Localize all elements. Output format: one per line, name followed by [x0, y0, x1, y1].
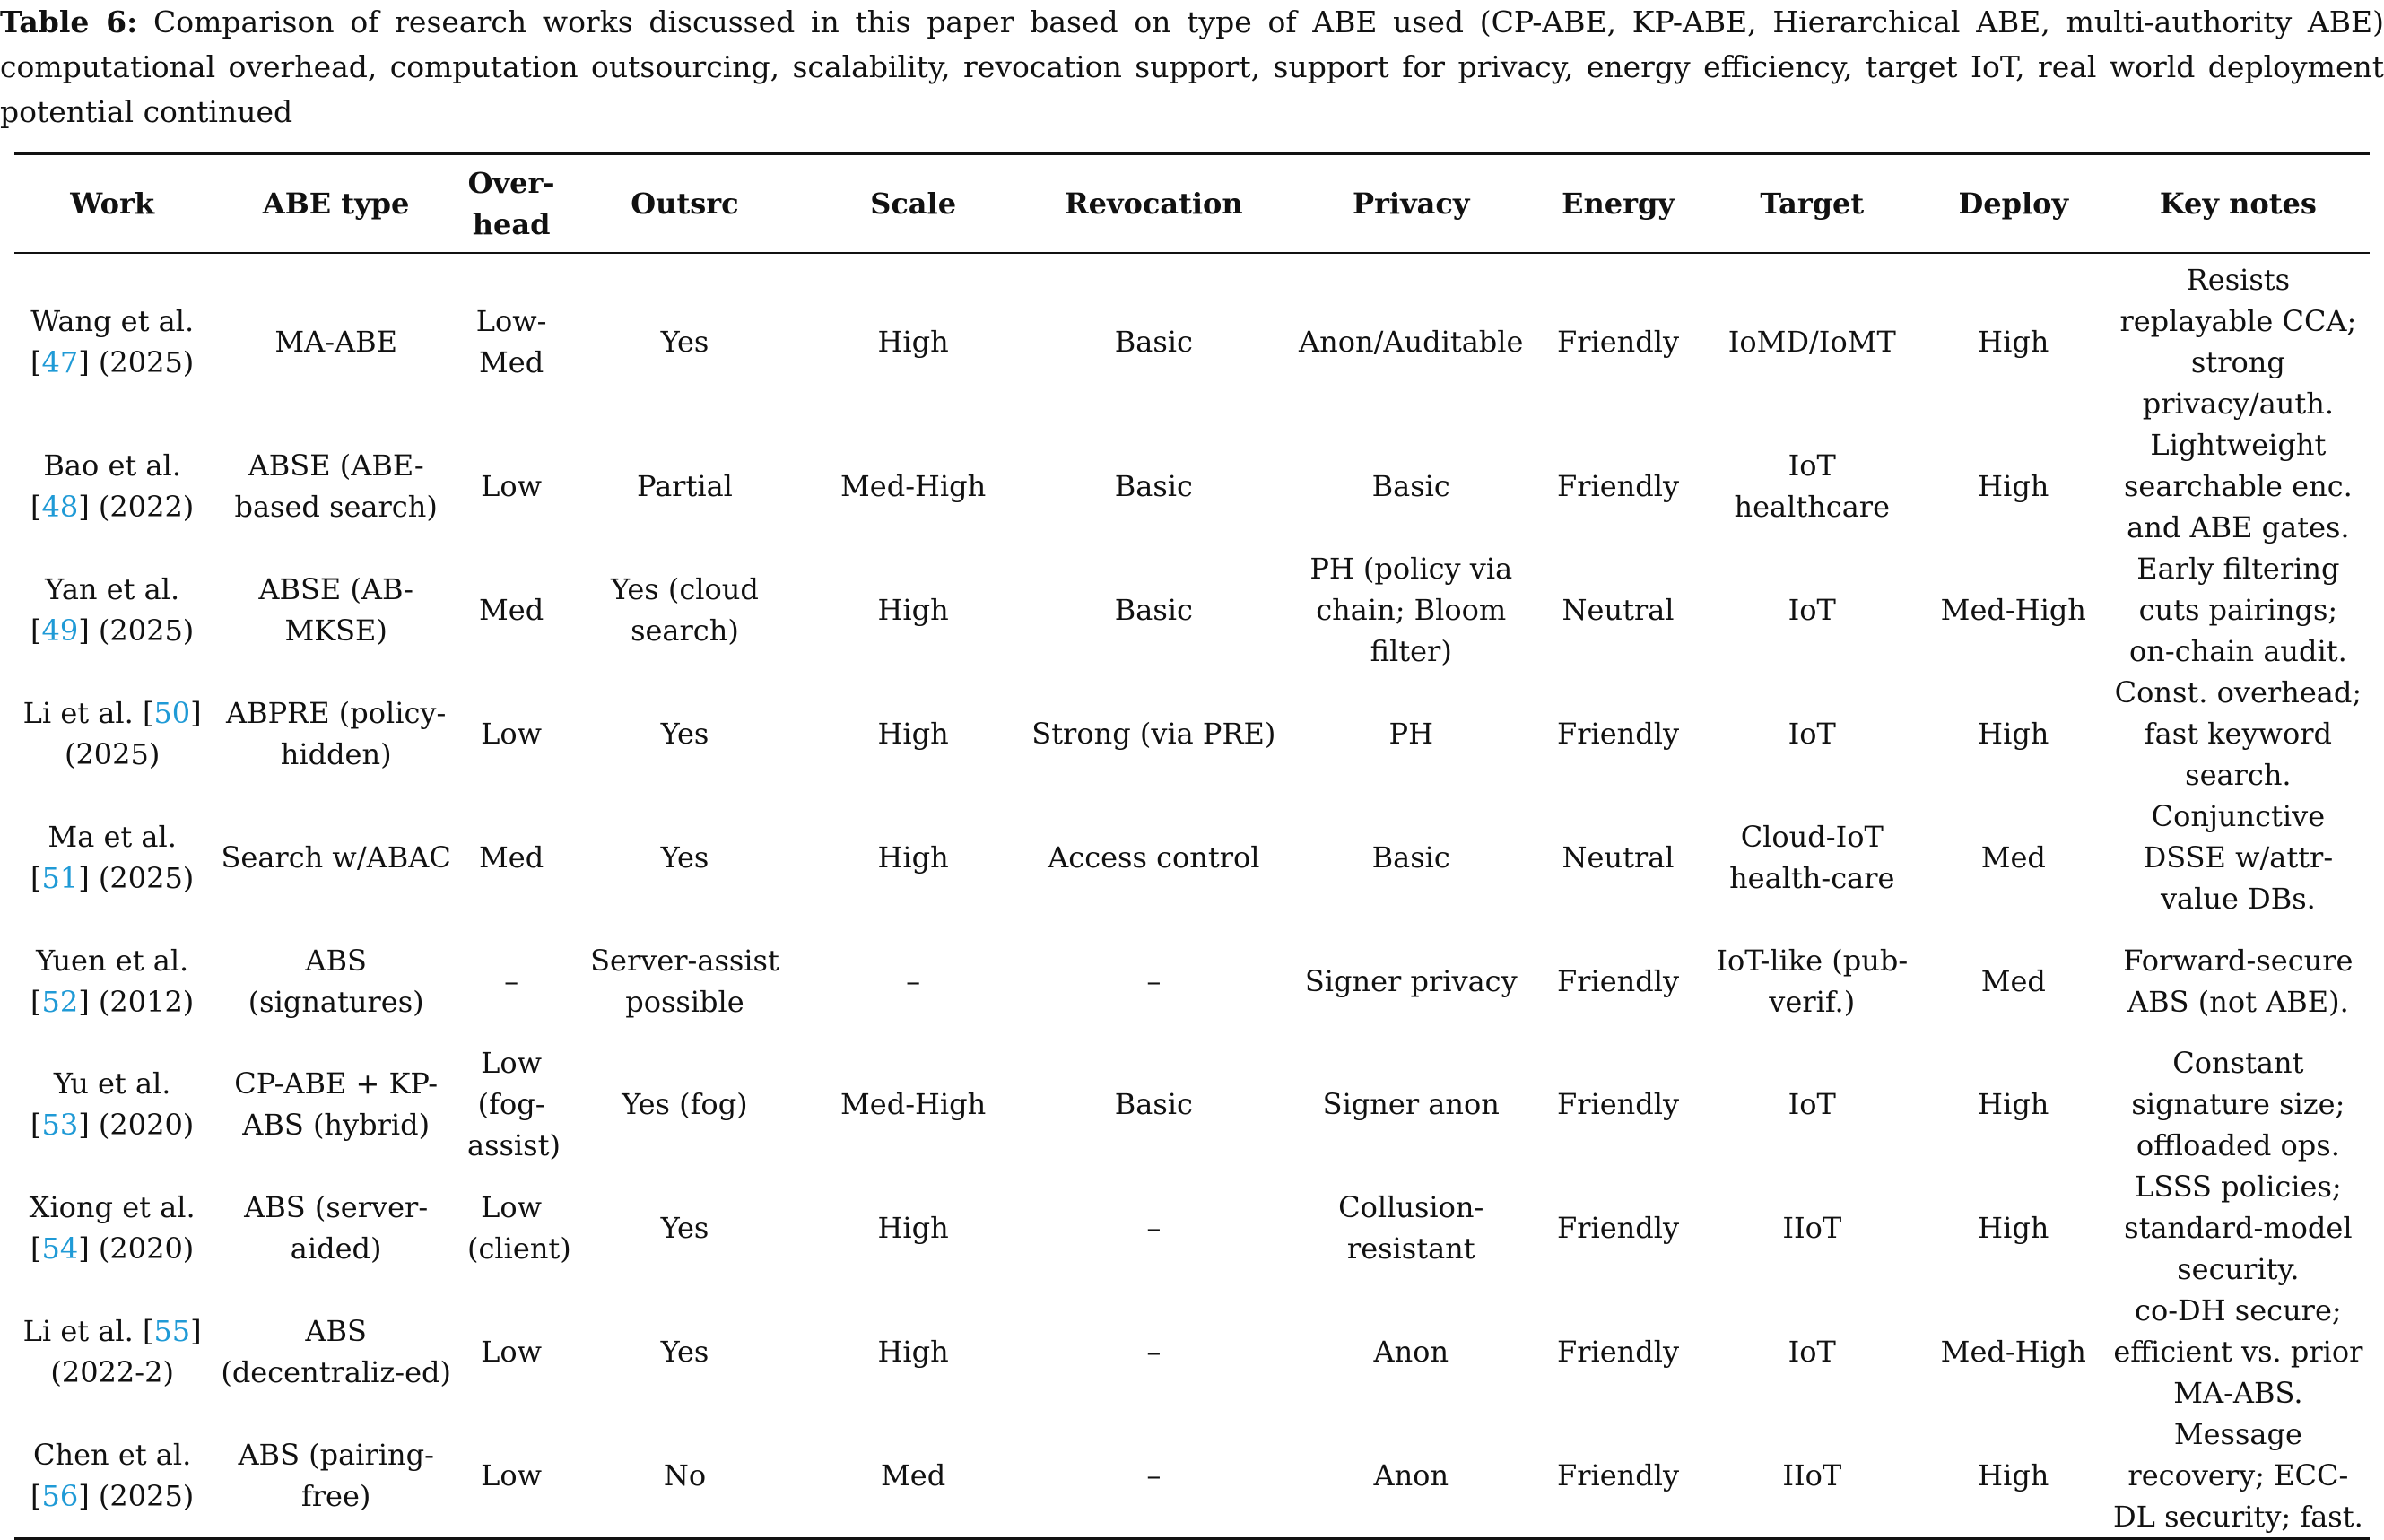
header-revocation: Revocation — [1065, 187, 1243, 221]
abe-type-cell: ABS (signatures) — [248, 943, 424, 1019]
overhead-cell: Low-Med — [475, 304, 547, 379]
privacy-cell: Basic — [1371, 840, 1450, 874]
citation-link[interactable]: 48 — [41, 490, 79, 524]
work-author: Li et al. — [22, 696, 134, 730]
energy-cell: Friendly — [1556, 1087, 1680, 1121]
overhead-cell: Low — [481, 1335, 543, 1369]
citation-link[interactable]: 52 — [41, 984, 79, 1019]
target-cell: IoT — [1788, 1335, 1836, 1369]
energy-cell: Friendly — [1556, 325, 1680, 359]
table-caption — [0, 0, 2384, 135]
key-notes-cell: Const. overhead; fast keyword search. — [2114, 675, 2362, 792]
table-row — [14, 1290, 2370, 1414]
overhead-cell: Low (client) — [467, 1190, 571, 1266]
scale-cell: Med — [881, 1458, 946, 1492]
privacy-cell: Signer privacy — [1304, 963, 1518, 998]
target-cell: IIoT — [1782, 1458, 1842, 1492]
overhead-cell: Low (fog-assist) — [467, 1046, 561, 1162]
comparison-table-container — [14, 152, 2370, 1540]
table-row — [14, 1414, 2370, 1539]
key-notes-cell: Forward-secure ABS (not ABE). — [2123, 943, 2354, 1019]
work-cell: Bao et al. [48] (2022) — [30, 448, 195, 524]
table-row — [14, 919, 2370, 1042]
abe-type-cell: ABS (decentraliz-ed) — [221, 1314, 451, 1389]
outsrc-cell: Yes — [660, 717, 709, 751]
abe-type-cell: ABSE (ABE-based search) — [234, 448, 438, 524]
deploy-cell: High — [1978, 1458, 2049, 1492]
table-row — [14, 672, 2370, 796]
privacy-cell: Anon — [1373, 1335, 1449, 1369]
table-row — [14, 548, 2370, 672]
abe-type-cell: ABSE (AB-MKSE) — [258, 572, 413, 648]
header-key-notes: Key notes — [2159, 187, 2317, 221]
revocation-cell: – — [1146, 1458, 1162, 1492]
revocation-cell: Basic — [1114, 1087, 1193, 1121]
header-work: Work — [70, 187, 154, 221]
header-row — [14, 154, 2370, 254]
header-scale: Scale — [870, 187, 957, 221]
citation-link[interactable]: 56 — [41, 1479, 79, 1513]
deploy-cell: Med-High — [1940, 1335, 2086, 1369]
caption-text: Comparison of research works discussed in this paper based on type of ABE used (CP-ABE, KP-ABE, Hierarchical ABE, multi-authority ABE) computational overhead, computation outsourcing, scalability, revocation support, support for privacy, energy efficiency, target IoT, real world deployment potential continued — [0, 4, 2384, 129]
overhead-cell: Med — [479, 593, 544, 627]
work-year: (2022-2) — [50, 1355, 174, 1389]
header-deploy: Deploy — [1958, 187, 2069, 221]
outsrc-cell: Yes (fog) — [622, 1087, 748, 1121]
deploy-cell: High — [1978, 469, 2049, 503]
table-row — [14, 424, 2370, 548]
deploy-cell: High — [1978, 1087, 2049, 1121]
revocation-cell: Access control — [1048, 840, 1260, 874]
outsrc-cell: Server-assist possible — [590, 943, 779, 1019]
scale-cell: High — [877, 593, 949, 627]
target-cell: IoT — [1788, 1087, 1836, 1121]
energy-cell: Friendly — [1556, 717, 1680, 751]
revocation-cell: Basic — [1114, 593, 1193, 627]
target-cell: IoMD/IoMT — [1727, 325, 1896, 359]
target-cell: IoT healthcare — [1734, 448, 1891, 524]
work-cell: Chen et al. [56] (2025) — [30, 1438, 195, 1513]
privacy-cell: Anon — [1373, 1458, 1449, 1492]
deploy-cell: Med — [1980, 840, 2046, 874]
scale-cell: High — [877, 717, 949, 751]
caption-label: Table 6: — [0, 4, 138, 39]
citation-link[interactable]: 53 — [41, 1108, 79, 1142]
overhead-cell: Med — [479, 840, 544, 874]
work-year: (2025) — [98, 861, 195, 895]
abe-type-cell: ABS (server-aided) — [244, 1190, 429, 1266]
overhead-cell: – — [504, 963, 519, 998]
key-notes-cell: Conjunctive DSSE w/attr-value DBs. — [2143, 799, 2334, 916]
energy-cell: Neutral — [1562, 593, 1675, 627]
scale-cell: Med-High — [840, 1087, 987, 1121]
overhead-cell: Low — [481, 1458, 543, 1492]
target-cell: IoT — [1788, 593, 1836, 627]
work-author: Wang et al. — [30, 304, 195, 338]
table-row — [14, 796, 2370, 919]
deploy-cell: Med-High — [1940, 593, 2086, 627]
work-author: Yuen et al. — [36, 943, 189, 978]
work-author: Bao et al. — [43, 448, 181, 483]
key-notes-cell: Early filtering cuts pairings; on-chain audit. — [2129, 552, 2347, 668]
privacy-cell: Collusion-resistant — [1338, 1190, 1484, 1266]
work-author: Chen et al. — [33, 1438, 192, 1472]
header-target: Target — [1760, 187, 1865, 221]
scale-cell: High — [877, 325, 949, 359]
outsrc-cell: Partial — [637, 469, 733, 503]
target-cell: IoT-like (pub-verif.) — [1716, 943, 1909, 1019]
abe-type-cell: Search w/ABAC — [221, 840, 451, 874]
scale-cell: High — [877, 1211, 949, 1245]
outsrc-cell: Yes — [660, 325, 709, 359]
key-notes-cell: Lightweight searchable enc. and ABE gates. — [2123, 428, 2353, 544]
work-year: (2020) — [98, 1231, 195, 1266]
deploy-cell: Med — [1980, 963, 2046, 998]
work-author: Ma et al. — [48, 820, 177, 854]
scale-cell: High — [877, 1335, 949, 1369]
work-author: Li et al. — [22, 1314, 134, 1348]
work-author: Xiong et al. — [29, 1190, 196, 1224]
energy-cell: Friendly — [1556, 1335, 1680, 1369]
work-cell: Yu et al. [53] (2020) — [30, 1066, 195, 1142]
deploy-cell: High — [1978, 1211, 2049, 1245]
deploy-cell: High — [1978, 325, 2049, 359]
header-abe-type: ABE type — [262, 187, 410, 221]
work-cell: Yan et al. [49] (2025) — [30, 572, 195, 648]
deploy-cell: High — [1978, 717, 2049, 751]
overhead-cell: Low — [481, 469, 543, 503]
key-notes-cell: Resists replayable CCA; strong privacy/auth. — [2119, 263, 2357, 421]
work-author: Yu et al. — [53, 1066, 171, 1101]
target-cell: Cloud-IoT health-care — [1729, 820, 1895, 895]
privacy-cell: Anon/Auditable — [1299, 325, 1524, 359]
citation-link[interactable]: 51 — [41, 861, 79, 895]
key-notes-cell: Constant signature size; offloaded ops. — [2131, 1046, 2345, 1162]
privacy-cell: PH (policy via chain; Bloom filter) — [1309, 552, 1513, 668]
target-cell: IIoT — [1782, 1211, 1842, 1245]
key-notes-cell: LSSS policies; standard-model security. — [2124, 1170, 2353, 1286]
energy-cell: Friendly — [1556, 963, 1680, 998]
privacy-cell: PH — [1388, 717, 1433, 751]
revocation-cell: Strong (via PRE) — [1031, 717, 1276, 751]
abe-type-cell: CP-ABE + KP-ABS (hybrid) — [234, 1066, 439, 1142]
energy-cell: Friendly — [1556, 1211, 1680, 1245]
scale-cell: High — [877, 840, 949, 874]
header-overhead: Over-head — [467, 166, 555, 241]
scale-cell: Med-High — [840, 469, 987, 503]
work-year: (2022) — [98, 490, 195, 524]
work-year: (2025) — [64, 737, 161, 771]
scale-cell: – — [906, 963, 921, 998]
outsrc-cell: Yes (cloud search) — [611, 572, 759, 648]
work-cell: Wang et al. [47] (2025) — [30, 304, 195, 379]
work-year: (2020) — [98, 1108, 195, 1142]
energy-cell: Neutral — [1562, 840, 1675, 874]
work-cell: Yuen et al. [52] (2012) — [30, 943, 195, 1019]
table-body — [14, 253, 2370, 1539]
key-notes-cell: co-DH secure; efficient vs. prior MA-ABS. — [2113, 1293, 2363, 1410]
target-cell: IoT — [1788, 717, 1836, 751]
key-notes-cell: Message recovery; ECC-DL security; fast. — [2112, 1417, 2363, 1534]
revocation-cell: – — [1146, 1335, 1162, 1369]
abe-type-cell: ABS (pairing-free) — [238, 1438, 434, 1513]
table-row — [14, 1166, 2370, 1290]
work-cell: Li et al. [50] (2025) — [22, 696, 202, 771]
revocation-cell: Basic — [1114, 469, 1193, 503]
comparison-table — [14, 152, 2370, 1540]
privacy-cell: Signer anon — [1322, 1087, 1500, 1121]
energy-cell: Friendly — [1556, 1458, 1680, 1492]
overhead-cell: Low — [481, 717, 543, 751]
work-year: (2025) — [98, 613, 195, 648]
outsrc-cell: Yes — [660, 1335, 709, 1369]
revocation-cell: Basic — [1114, 325, 1193, 359]
header-outsrc: Outsrc — [631, 187, 739, 221]
abe-type-cell: ABPRE (policy-hidden) — [226, 696, 447, 771]
work-cell: Xiong et al. [54] (2020) — [29, 1190, 196, 1266]
outsrc-cell: No — [663, 1458, 707, 1492]
work-year: (2012) — [98, 984, 195, 1019]
header-energy: Energy — [1562, 187, 1675, 221]
citation-link[interactable]: 54 — [41, 1231, 79, 1266]
outsrc-cell: Yes — [660, 1211, 709, 1245]
work-cell: Ma et al. [51] (2025) — [30, 820, 195, 895]
work-year: (2025) — [98, 1479, 195, 1513]
citation-link[interactable]: 47 — [41, 345, 79, 379]
work-author: Yan et al. — [45, 572, 180, 606]
header-privacy: Privacy — [1353, 187, 1470, 221]
energy-cell: Friendly — [1556, 469, 1680, 503]
table-row — [14, 253, 2370, 424]
table-row — [14, 1042, 2370, 1166]
outsrc-cell: Yes — [660, 840, 709, 874]
work-year: (2025) — [98, 345, 195, 379]
revocation-cell: – — [1146, 1211, 1162, 1245]
citation-link[interactable]: 50 — [153, 696, 191, 730]
privacy-cell: Basic — [1371, 469, 1450, 503]
abe-type-cell: MA-ABE — [274, 325, 397, 359]
revocation-cell: – — [1146, 963, 1162, 998]
citation-link[interactable]: 55 — [153, 1314, 191, 1348]
work-cell: Li et al. [55] (2022-2) — [22, 1314, 202, 1389]
citation-link[interactable]: 49 — [41, 613, 79, 648]
